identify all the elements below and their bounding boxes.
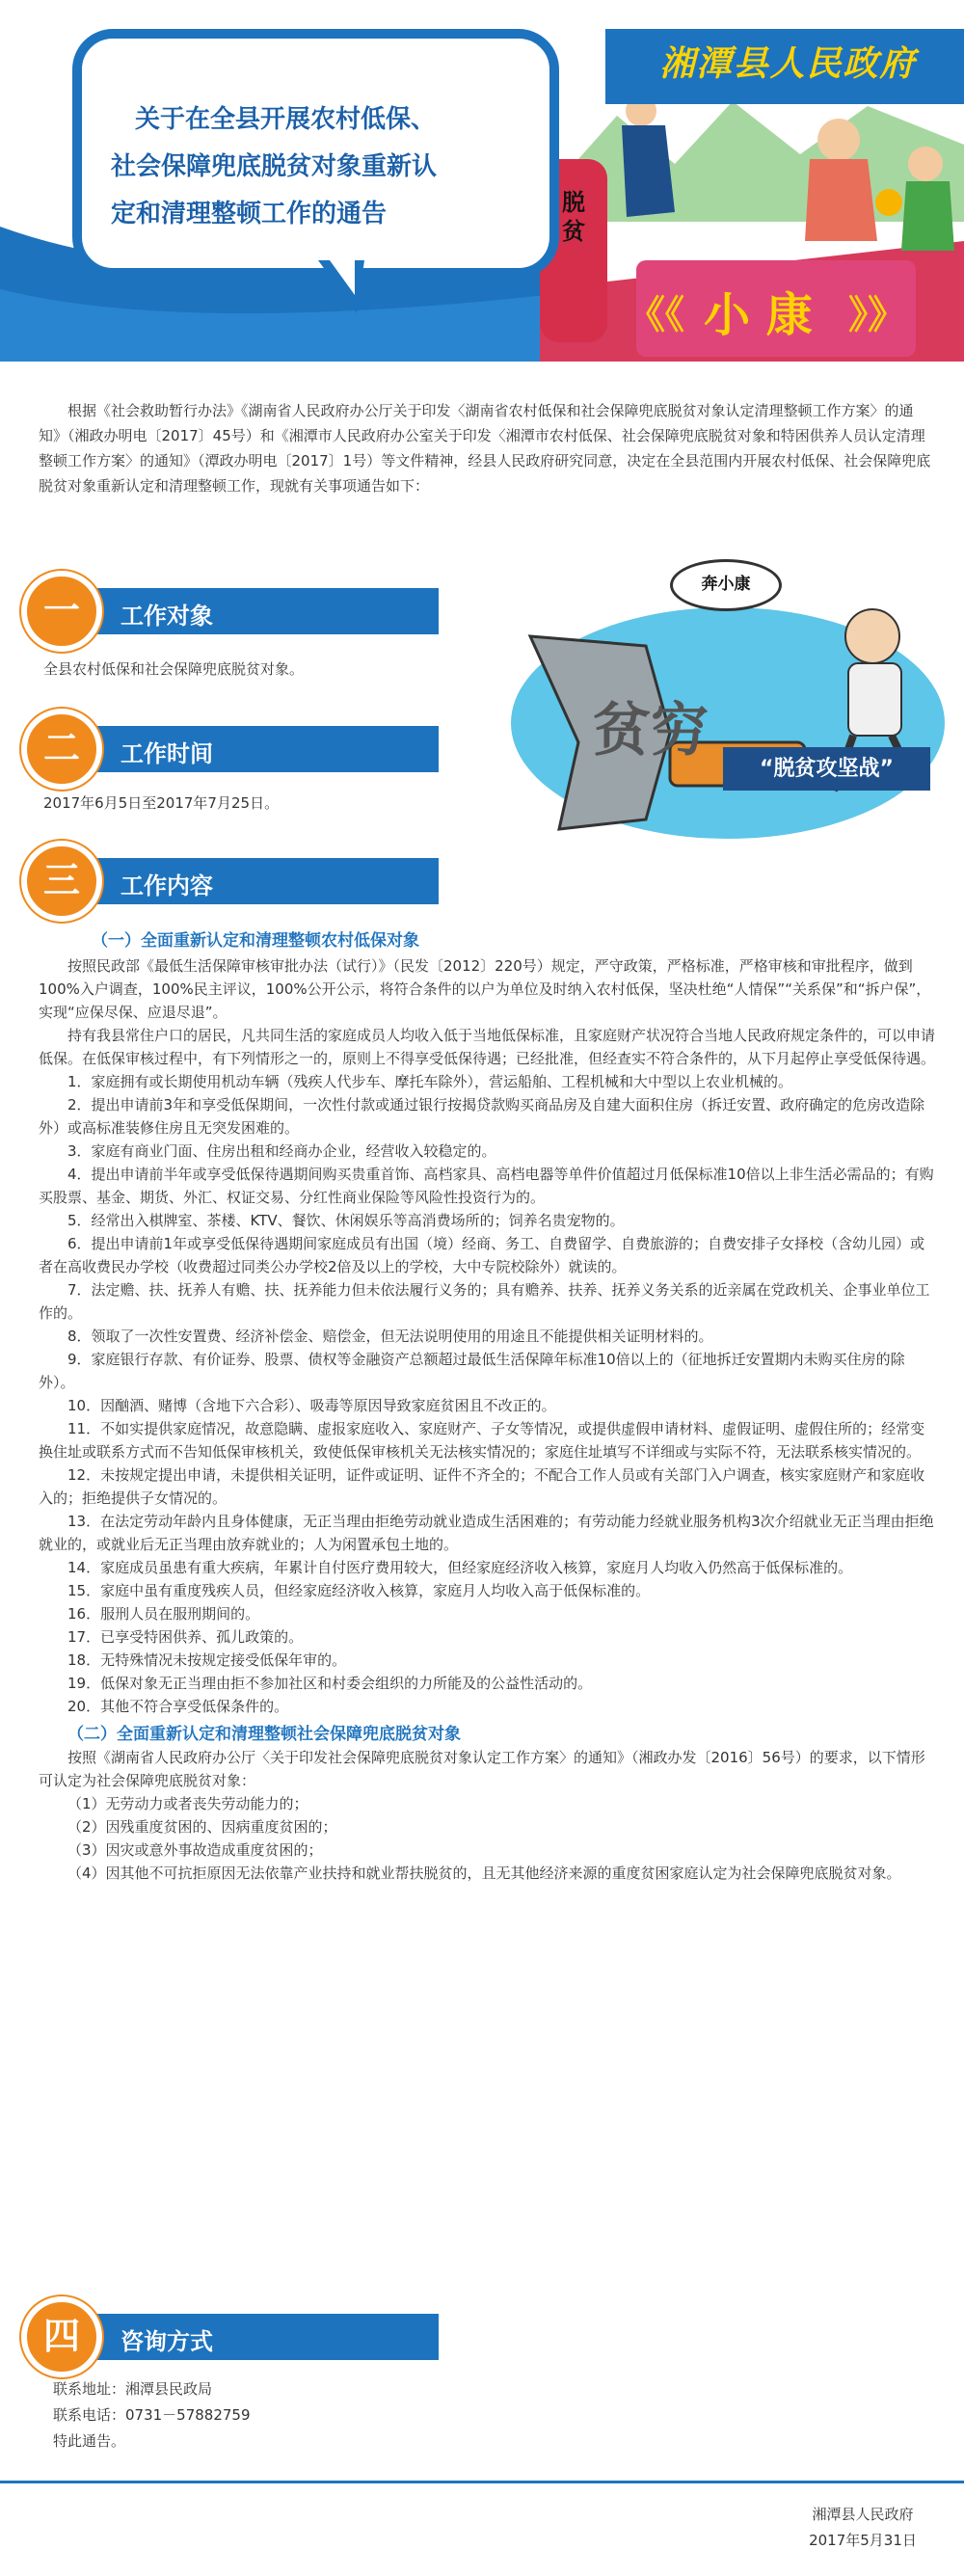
- footer-signature: [790, 2502, 935, 2554]
- exclusion-item: 16．服刑人员在服刑期间的。: [67, 1605, 260, 1623]
- cartoon-illustration: [501, 569, 954, 868]
- exclusion-item: 6．提出申请前1年或享受低保待遇期间家庭成员有出国（境）经商、务工、自费留学、自费旅游的；自费安排子女择校（含幼儿园）或者在高收费民办学校（收费超过同类公办学校2倍及以上的学校，大中专院校除外）就读的。: [39, 1235, 925, 1275]
- title-line-2: 社会保障兜底脱贫对象重新认: [111, 152, 438, 181]
- exclusion-item: 15．家庭中虽有重度残疾人员，但经家庭经济收入核算，家庭月人均收入高于低保标准的。: [67, 1582, 651, 1599]
- runner-speech-bubble: 奔小康: [670, 559, 782, 611]
- exclusion-item: 17．已享受特困供养、孤儿政策的。: [67, 1628, 304, 1646]
- hardhat: [875, 189, 902, 216]
- eligibility-item: （4）因其他不可抗拒原因无法依靠产业扶持和就业帮扶脱贫的，且无其他经济来源的重度贫困家庭认定为社会保障兜底脱贫对象。: [67, 1865, 901, 1882]
- exclusion-item: 3．家庭有商业门面、住房出租和经商办企业，经营收入较稳定的。: [67, 1142, 496, 1160]
- eligibility-item: （3）因灾或意外事故造成重度贫困的；: [67, 1841, 323, 1859]
- eligibility-item: （2）因残重度贫困的、因病重度贫困的；: [67, 1818, 337, 1836]
- cartoon-graphic: [501, 569, 954, 868]
- title-line-1: 关于在全县开展农村低保、: [135, 105, 437, 134]
- exclusion-item: 10．因酗酒、赌博（含地下六合彩）、吸毒等原因导致家庭贫困且不改正的。: [67, 1397, 556, 1414]
- exclusion-item: 2．提出申请前3年和享受低保期间，一次性付款或通过银行按揭贷款购买商品房及自建大面积住房（拆迁安置、政府确定的危房改造除外）或高标准装修住房且无突发困难的。: [39, 1096, 925, 1137]
- footer-org: 湘潭县人民政府: [812, 2506, 914, 2523]
- contact-address: 联系地址：湘潭县民政局: [53, 2380, 213, 2398]
- exclusion-item: 12．未按规定提出申请，未提供相关证明，证件或证明、证件不齐全的；不配合工作人员或有关部门入户调查，核实家庭财产和家庭收入的；拒绝提供子女情况的。: [39, 1466, 925, 1507]
- header: [0, 0, 964, 362]
- subsection-2-title: （二）全面重新认定和清理整顿社会保障兜底脱贫对象: [67, 1725, 461, 1744]
- work-paragraph-1: 按照民政部《最低生活保障审核审批办法（试行）》（民发〔2012〕220号）规定，严守政策，严格标准，严格审核和审批程序，做到100%入户调查，100%民主评议，100%公开公示，将符合条件的以户为单位及时纳入农村低保，坚决杜绝“人情保”“关系保”和“拆户保”，实现“应保尽保、应退尽退”。: [39, 957, 931, 1021]
- section-2-number: 二: [21, 709, 102, 790]
- runner-body: [848, 663, 901, 736]
- exclusion-list: [39, 1070, 935, 1718]
- crowd-head: [817, 119, 860, 161]
- title-line-3: 定和清理整顿工作的通告: [111, 200, 388, 228]
- section-1-number: 一: [21, 571, 102, 652]
- campaign-badge: “脱贫攻坚战”: [723, 747, 930, 791]
- contact-phone: 联系电话：0731－57882759: [53, 2406, 251, 2424]
- section-1-content: 全县农村低保和社会保障兜底脱贫对象。: [43, 660, 305, 678]
- section-3-title: 工作内容: [120, 872, 213, 899]
- crowd-body: [805, 159, 877, 241]
- section-4-number: 四: [21, 2296, 102, 2377]
- section-4-title: 咨询方式: [120, 2328, 213, 2355]
- child-body: [901, 181, 954, 251]
- section-2-title: 工作时间: [120, 740, 213, 767]
- eligibility-item: （1）无劳动力或者丧失劳动能力的；: [67, 1795, 308, 1812]
- exclusion-item: 1．家庭拥有或长期使用机动车辆（残疾人代步车、摩托车除外），营运船舶、工程机械和大中型以上农业机械的。: [67, 1073, 793, 1090]
- exclusion-item: 19．低保对象无正当理由拒不参加社区和村委会组织的力所能及的公益性活动的。: [67, 1675, 593, 1692]
- runner-head: [845, 609, 899, 663]
- intro-paragraph: 根据《社会救助暂行办法》《湖南省人民政府办公厅关于印发〈湖南省农村低保和社会保障兜底脱贫对象认定清理整顿工作方案〉的通知》（湘政办明电〔2017〕45号）和《湘潭市人民政府办公室关于印发〈湘潭市农村低保、社会保障兜底脱贫对象和特困供养人员认定清理整顿工作方案〉的通知》（潭政办明电〔2017〕1号）等文件精神，经县人民政府研究同意，决定在全县范围内开展农村低保、社会保障兜底脱贫对象重新认定和清理整顿工作，现就有关事项通告如下：: [39, 402, 931, 495]
- work-paragraph-2: 持有我县常住户口的居民，凡共同生活的家庭成员人均收入低于当地低保标准，且家庭财产状况符合当地人民政府规定条件的，可以申请低保。在低保审核过程中，有下列情形之一的，原则上不得享受低保待遇；已经批准，但经查实不符合条件的，从下月起停止享受低保待遇。: [39, 1027, 936, 1067]
- work-paragraph-3: 按照《湖南省人民政府办公厅〈关于印发社会保障兜底脱贫对象认定工作方案〉的通知》（湘政办发〔2016〕56号）的要求，以下情形可认定为社会保障兜底脱贫对象：: [39, 1749, 925, 1789]
- figure-body: [622, 125, 675, 217]
- exclusion-item: 20．其他不符合享受低保条件的。: [67, 1698, 289, 1715]
- eligibility-list: [39, 1792, 935, 1885]
- gov-name: 湘潭县人民政府: [659, 44, 917, 84]
- exclusion-item: 11．不如实提供家庭情况，故意隐瞒、虚报家庭收入、家庭财产、子女等情况，或提供虚假申请材料、虚假证明、虚假住所的；经常变换住址或联系方式而不告知低保审核机关，致使低保审核机关无法核实情况的；家庭住址填写不详细或与实际不符，无法联系核实情况的。: [39, 1420, 925, 1461]
- footer-divider: [0, 2481, 964, 2483]
- section-3-number: 三: [21, 841, 102, 922]
- rock-text: 贫穷: [593, 697, 709, 765]
- section-1-title: 工作对象: [120, 603, 213, 630]
- exclusion-item: 18．无特殊情况未按规定接受低保年审的。: [67, 1651, 347, 1669]
- exclusion-item: 9．家庭银行存款、有价证券、股票、债权等金融资产总额超过最低生活保障年标准10倍以上的（征地拆迁安置期内未购买住房的除外）。: [39, 1351, 905, 1391]
- chevrons-right: 》》: [848, 293, 906, 337]
- footer-date: 2017年5月31日: [809, 2532, 917, 2549]
- chevrons-left: 《《: [627, 293, 684, 337]
- banner-tag: 脱贫: [562, 189, 585, 245]
- subsection-1-title: （一）全面重新认定和清理整顿农村低保对象: [92, 931, 419, 951]
- notice-title: [111, 96, 545, 238]
- exclusion-item: 13．在法定劳动年龄内且身体健康，无正当理由拒绝劳动就业造成生活困难的；有劳动能力经就业服务机构3次介绍就业无正当理由拒绝就业的，或就业后无正当理由放弃就业的；人为闲置承包土地的。: [39, 1513, 934, 1553]
- contact-info: [53, 2376, 251, 2455]
- bubble-tail: [318, 260, 376, 323]
- exclusion-item: 8．领取了一次性安置费、经济补偿金、赔偿金，但无法说明使用的用途且不能提供相关证明材料的。: [67, 1328, 713, 1345]
- child-head: [908, 147, 943, 181]
- exclusion-item: 14．家庭成员虽患有重大疾病，年累计自付医疗费用较大，但经家庭经济收入核算，家庭月人均收入仍然高于低保标准的。: [67, 1559, 853, 1576]
- exclusion-item: 4．提出申请前半年或享受低保待遇期间购买贵重首饰、高档家具、高档电器等单件价值超过月低保标准10倍以上非生活必需品的；有购买股票、基金、期货、外汇、权证交易、分红性商业保险等风险性投资行为的。: [39, 1166, 934, 1206]
- notice-closing: 特此通告。: [53, 2432, 126, 2450]
- exclusion-item: 7．法定赡、扶、抚养人有赡、扶、抚养能力但未依法履行义务的；具有赡养、扶养、抚养义务关系的近亲属在党政机关、企事业单位工作的。: [39, 1281, 930, 1322]
- exclusion-item: 5．经常出入棋牌室、茶楼、KTV、餐饮、休闲娱乐等高消费场所的；饲养名贵宠物的。: [67, 1212, 625, 1229]
- work-content: [39, 926, 935, 1885]
- banner-slogan: 小 康: [704, 288, 813, 342]
- section-2-content: 2017年6月5日至2017年7月25日。: [43, 794, 280, 812]
